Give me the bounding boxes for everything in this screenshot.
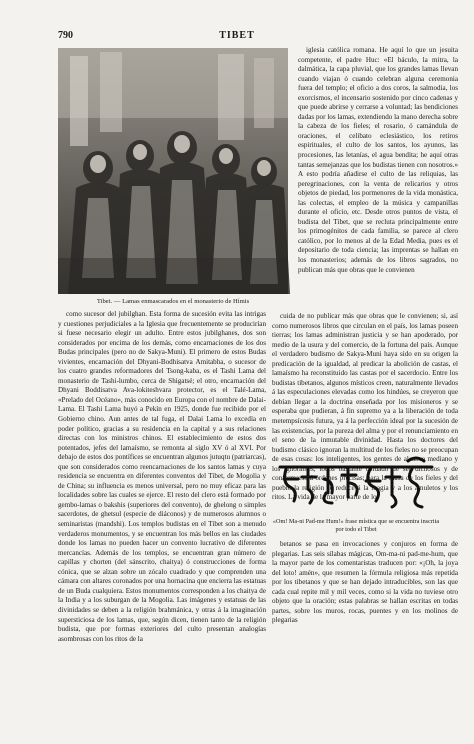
lamas-photo <box>58 48 288 294</box>
paragraph: cuida de no publicar más que obras que le convienen; si, así como numerosos libros que circulan en el país, los lamas poseen tierras; los lamas administran justicia y se han apoderado, por medio de la usura y del comercio, de la fortuna del país. Aunque el verdadero budismo de Sakya-Muni haya sido en su origen la predicación de la igualdad, al predicar la abolición de castas, el lamaísmo ha reconstituido las castas por el sacerdocio. Entre los budistas tibetanos, algunos místicos creen, naturalmente llevados á las especulaciones elevadas como los hindúes, se creyeron que debían llegar a la doctrina enseñada por los misioneros y se esperaba que pudieran, á fin supremo ya a la liberación de toda metempsícosis futura, ya á la perfección ideal por la sucesión de las existencias, por la pureza del alma y por el renunciamiento en el seno de la inmutable divinidad. Hasta los doctores del budismo clásico ignoran la multitud de los fieles no se preocupan de esas cosas: los inteligentes, los gentes de alcance mediano y los ignorantes, todos bastante cuidado de ser dichosos y de conformarse á órdenes precisas; para la masa de los fieles y del pueblo la religión se reduce á la magia y a los amuletos y los ritos. La vida de la mayor parte de los <box>272 312 458 502</box>
running-title: TIBET <box>219 30 255 41</box>
page-number: 790 <box>58 30 73 41</box>
column-top-right <box>298 46 458 312</box>
paragraph: como sucesor del jubilghan. Esta forma de sucesión evita las intrigas y cuestiones perjudiciales a la Iglesia que frecuentemente se producirían si fuese necesario elegir un adulto. Entre estos jubilghanes, dos son considerados por encima de los demás, como encarnaciones de los dos Budas principales (pero no de Sakya-Muni). El primero de estos Budas vivientes, encarnación del Dhyani-Bodhisatva Amitabha, o sucesor de los cuatro grandes reformadores del Tsong-kaba, es el Tashi Lama del monasterio de Tashi-lumbo, cerca de Shigatsé; el otro, encarnación del Dhyani Boddisatva Ava-lokiteshvara protector, es el Talé-Lama, «Prelado del Océano», más conocido en Europa con el nombre de Dalai-Lama. El Tashi Lama huyó a Pekín en 1925, donde fue recibido por el Gobierno chino. Aun antes de tal fuga, el Dalai Lama lo excedía en poder político, gracias a su residencia en la capital y a sus relaciones directas con los ministros chinos. El establecimiento de estos dos potentados, jefes del lamaísmo, se remonta al siglo XV ó al XVI. Por debajo de estos dos pontífices se encuentran algunos jutuqtu (patriarcas), que son considerados como reencarnaciones de los santos lamas y cuya residencia se encuentra en diferentes conventos del Tibet, de Mogolia y de China; su influencia es menos universal, pero no muy eficaz para las localidades sobre las cuales se ejerce. El resto del clero está formado por gembo-lamas o bakshis (superiores del convento), de ghelong o simples sacerdotes, de ghetsul (especie de diáconos) y de numerosos alumnos o seminaristas (mandshi). Los templos budistas en el Tibet son a menudo verdaderos monumentos, y se encuentran los más bellos en las ciudades donde los lamas no pueden hacer un convento lucrativo de diferentes mercancías. Además de los templos, se encuentran gran número de capillas y chorten (del sánscrito, chaitya) ó construcciones de forma cónica, que se alzan sobre un zócalo cuadrado y que comprenden una cámara con altares coronados por una hornacina que encierra las estatuas de un Buda cualquiera. Estos monumentos corresponden a los chaitya de la India y a los suburgan de la Mogolia. Las imágenes y estatuas de las divinidades se deben a la religión brahmánica, y otras á la imaginación supersticiosa de los lamas, que, según dicen, tienen tanto de la religión budista, que por formas exteriores del culto presentan analogías asombrosas con los ritos de la <box>58 310 266 643</box>
page-header <box>0 30 474 44</box>
mantra-caption: «Om! Ma-ni Pad-me Hum!» frase mística que se encuentra inscrita por todo el Tibet <box>272 518 440 533</box>
mantra-inscription <box>272 453 440 513</box>
column-bottom-right <box>272 540 458 720</box>
photo-caption: Tibet. — Lamas enmascarados en el monasterio de Hímis <box>96 298 250 305</box>
column-mid-right <box>272 312 458 502</box>
column-bottom-left <box>58 310 266 720</box>
paragraph: iglesia católica romana. He aquí lo que un jesuita competente, el padre Huc: «El báculo, la mitra, la dalmática, la capa pluvial, que los grandes lamas llevan cuando viajan ó cuando celebran alguna ceremonia fuera del templo; el oficio a dos coros, la salmodia, los exorcismos, el incensario sostenido por cinco cadenas y que puede abrirse y cerrarse a voluntad; las bendiciones dadas por los lamas, extendiendo la mano derecha sobre la cabeza de los fieles; el rosario, ó camándula de oraciones, el celibato eclesiástico, los retiros espirituales, el culto de los santos, los ayunos, las procesiones, las letanías, el agua bendita; he aquí otras tantas semejanzas que los budistas tienen con nosotros.» A esto podría añadirse el culto de las reliquias, las peregrinaciones, con la venta de relicarios y otros objetos de piedad, los pormenores de la vida monástica, las colectas, el empleo de la música y campanillas durante el oficio, etc. Desde otros puntos de vista, el budista del Tibet, que se recluta principalmente entre los primogénitos de cada familia, se parece al clero católico, por lo menos al de la Edad Media, pues es el depositario de toda ciencia; las imprentas se hallan en los monasterios; además de los libros sagrados, no publican más que obras que le convienen <box>298 46 458 274</box>
paragraph: betanos se pasa en invocaciones y conjuros en forma de plegarias. Las seis sílabas mágicas, Om-ma-ni pad-me-hum, que la mayor parte de los comentaristas traducen por: «¡Oh, la joya del loto! amén», que resumen la fórmula religiosa más repetida por los tibetanos y que se han dejado intraducibles, son las que cada cual repite mil y mil veces, como si la vida no tuviese otro objeto que la oración; estas palabras se hallan escritas en todas partes, sobre los muros, rocas, puentes y en los molinos de plegarias <box>272 540 458 625</box>
